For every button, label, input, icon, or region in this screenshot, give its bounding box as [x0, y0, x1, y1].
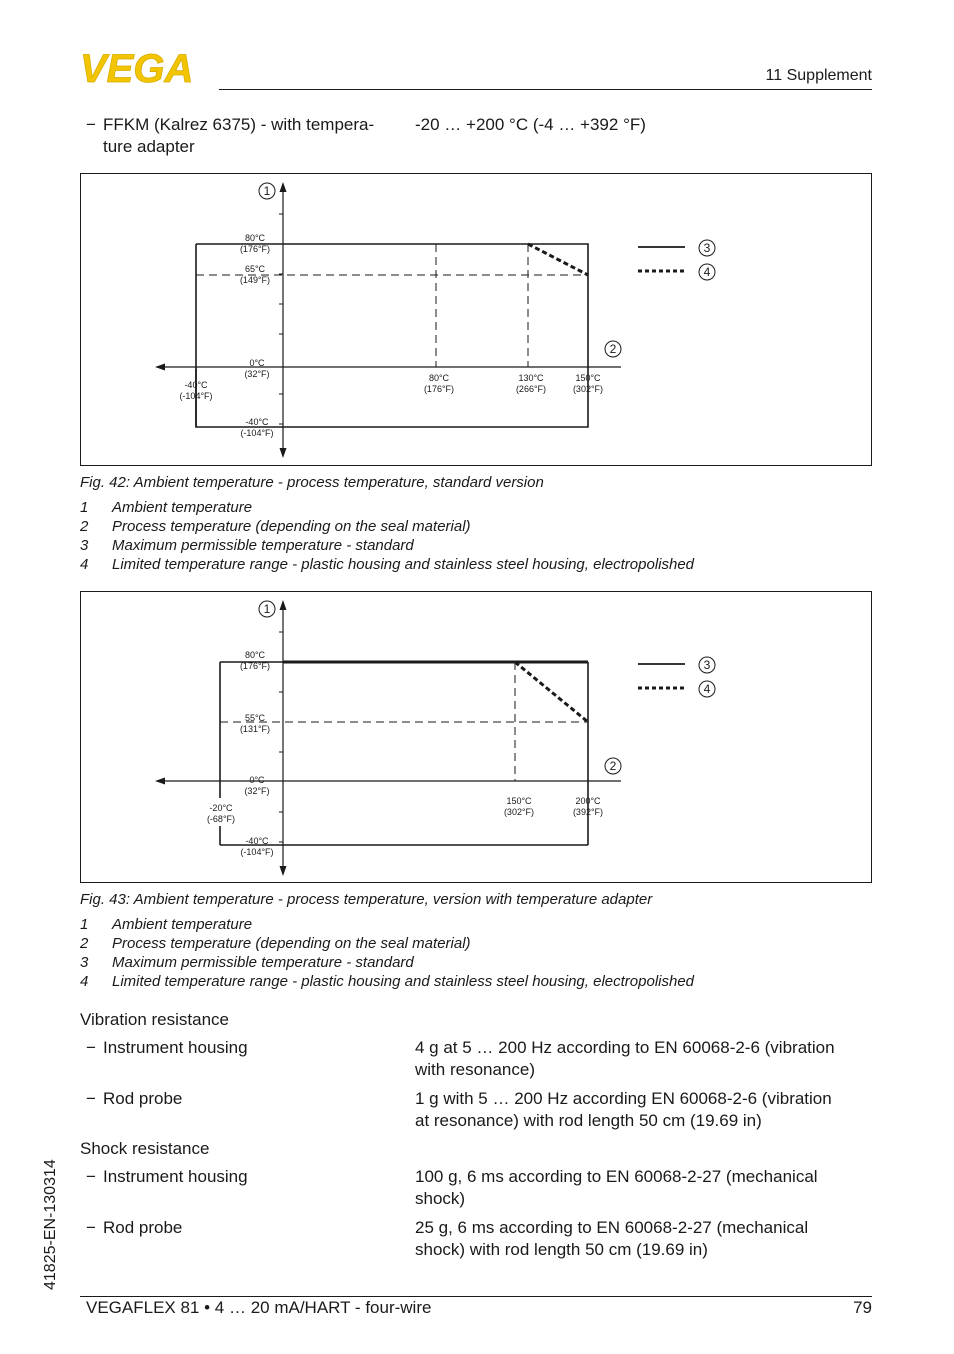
legend-text: Ambient temperature — [112, 916, 253, 933]
vibration-housing-value-1: 4 g at 5 … 200 Hz according to EN 60068-2-6 (vibration — [415, 1038, 835, 1057]
y-label-176f: (176°F) — [239, 244, 271, 254]
y-label-131f: (131°F) — [239, 724, 271, 734]
logo-text: VEGA — [80, 50, 194, 86]
figure-43-caption: Fig. 43: Ambient temperature - process temperature, version with temperature adapter — [80, 891, 653, 908]
shock-rod-value-2: shock) with rod length 50 cm (19.69 in) — [415, 1240, 708, 1259]
vibration-rod-value-1: 1 g with 5 … 200 Hz according EN 60068-2-6 (vibration — [415, 1089, 832, 1108]
legend-text: Process temperature (depending on the seal material) — [112, 518, 471, 535]
limited-range-line — [528, 244, 588, 275]
vega-logo — [80, 50, 214, 86]
y-label-149f: (149°F) — [239, 275, 271, 285]
legend-num: 2 — [80, 935, 89, 952]
y-label-80c: 80°C — [244, 650, 266, 660]
marker-4: 4 — [703, 682, 711, 696]
x-label-80c: 80°C — [428, 373, 450, 383]
y-label-32f: (32°F) — [244, 786, 270, 796]
y-axis-arrow-down — [280, 866, 287, 876]
figure-43 — [80, 591, 872, 883]
legend-text: Process temperature (depending on the seal material) — [112, 935, 471, 952]
y-label-neg40c: -40°C — [245, 836, 269, 846]
vibration-rod-value-2: at resonance) with rod length 50 cm (19.69 in) — [415, 1111, 762, 1130]
intro-label-line2: ture adapter — [103, 137, 195, 156]
vibration-housing-label: Instrument housing — [103, 1038, 248, 1057]
spec-dash: − — [86, 1218, 96, 1237]
x-axis-arrow-left — [155, 364, 165, 371]
x-label-neg104f: (-104°F) — [179, 391, 213, 401]
marker-1: 1 — [263, 184, 271, 198]
spec-dash: − — [86, 1089, 96, 1108]
legend-num: 4 — [80, 973, 89, 990]
y-label-neg104f: (-104°F) — [240, 428, 274, 438]
section-label: 11 Supplement — [765, 67, 872, 84]
y-label-176f: (176°F) — [239, 661, 271, 671]
legend-text: Maximum permissible temperature - standard — [112, 954, 414, 971]
x-label-392f: (392°F) — [572, 807, 604, 817]
x-label-200c: 200°C — [575, 796, 601, 806]
shock-rod-label: Rod probe — [103, 1218, 183, 1237]
y-label-65c: 65°C — [244, 264, 266, 274]
page-number: 79 — [853, 1298, 872, 1317]
shock-title: Shock resistance — [80, 1139, 210, 1158]
figure-42 — [80, 173, 872, 466]
figure-42-caption: Fig. 42: Ambient temperature - process temperature, standard version — [80, 474, 544, 491]
intro-dash: − — [86, 115, 96, 134]
marker-4: 4 — [703, 265, 711, 279]
x-label-130c: 130°C — [518, 373, 544, 383]
vibration-housing-value-2: with resonance) — [415, 1060, 536, 1079]
x-label-302f: (302°F) — [572, 384, 604, 394]
shock-housing-value-1: 100 g, 6 ms according to EN 60068-2-27 (mechanical — [415, 1167, 818, 1186]
legend-num: 1 — [80, 499, 89, 516]
x-label-150c: 150°C — [575, 373, 601, 383]
figure-42-legend — [80, 498, 872, 578]
shock-rod-value-1: 25 g, 6 ms according to EN 60068-2-27 (mechanical — [415, 1218, 809, 1237]
marker-1: 1 — [263, 602, 271, 616]
legend-num: 1 — [80, 916, 89, 933]
legend-num: 2 — [80, 518, 89, 535]
shock-housing-value-2: shock) — [415, 1189, 466, 1208]
figure-43-legend — [80, 915, 872, 995]
intro-label-line1: FFKM (Kalrez 6375) - with tempera- — [103, 115, 375, 134]
x-label-176f: (176°F) — [423, 384, 455, 394]
y-axis-arrow-up — [280, 600, 287, 610]
shock-housing-label: Instrument housing — [103, 1167, 248, 1186]
footer-rule — [80, 1296, 872, 1297]
legend-text: Maximum permissible temperature - standard — [112, 537, 414, 554]
vibration-rod-label: Rod probe — [103, 1089, 183, 1108]
x-label-302f: (302°F) — [503, 807, 535, 817]
spec-dash: − — [86, 1167, 96, 1186]
y-label-neg40c: -40°C — [245, 417, 269, 427]
footer-product: VEGAFLEX 81 • 4 … 20 mA/HART - four-wire — [86, 1298, 432, 1317]
document-id: 41825-EN-130314 — [42, 1159, 59, 1290]
x-label-neg40c: -40°C — [184, 380, 208, 390]
header-rule — [219, 89, 872, 90]
spec-dash: − — [86, 1038, 96, 1057]
vibration-title: Vibration resistance — [80, 1010, 229, 1029]
figure-43-diagram — [81, 592, 871, 882]
x-label-neg20c: -20°C — [209, 803, 233, 813]
legend-num: 3 — [80, 537, 89, 554]
limited-range-line — [515, 662, 588, 722]
x-axis-arrow-left — [155, 778, 165, 785]
legend-text: Limited temperature range - plastic housing and stainless steel housing, electropolished — [112, 556, 695, 573]
x-label-150c: 150°C — [506, 796, 532, 806]
y-label-55c: 55°C — [244, 713, 266, 723]
legend-num: 3 — [80, 954, 89, 971]
y-label-neg104f: (-104°F) — [240, 847, 274, 857]
y-label-32f: (32°F) — [244, 369, 270, 379]
y-label-0c: 0°C — [249, 358, 265, 368]
y-axis-arrow-up — [280, 182, 287, 192]
legend-num: 4 — [80, 556, 89, 573]
y-axis-arrow-down — [280, 448, 287, 458]
marker-3: 3 — [703, 658, 711, 672]
legend-text: Limited temperature range - plastic housing and stainless steel housing, electropolished — [112, 973, 695, 990]
y-label-80c: 80°C — [244, 233, 266, 243]
y-label-0c: 0°C — [249, 775, 265, 785]
legend-text: Ambient temperature — [112, 499, 253, 516]
figure-42-diagram — [81, 174, 871, 465]
marker-3: 3 — [703, 241, 711, 255]
x-label-266f: (266°F) — [515, 384, 547, 394]
x-label-neg68f: (-68°F) — [206, 814, 236, 824]
marker-2: 2 — [609, 342, 617, 356]
marker-2: 2 — [609, 759, 617, 773]
intro-value: -20 … +200 °C (-4 … +392 °F) — [415, 115, 646, 134]
